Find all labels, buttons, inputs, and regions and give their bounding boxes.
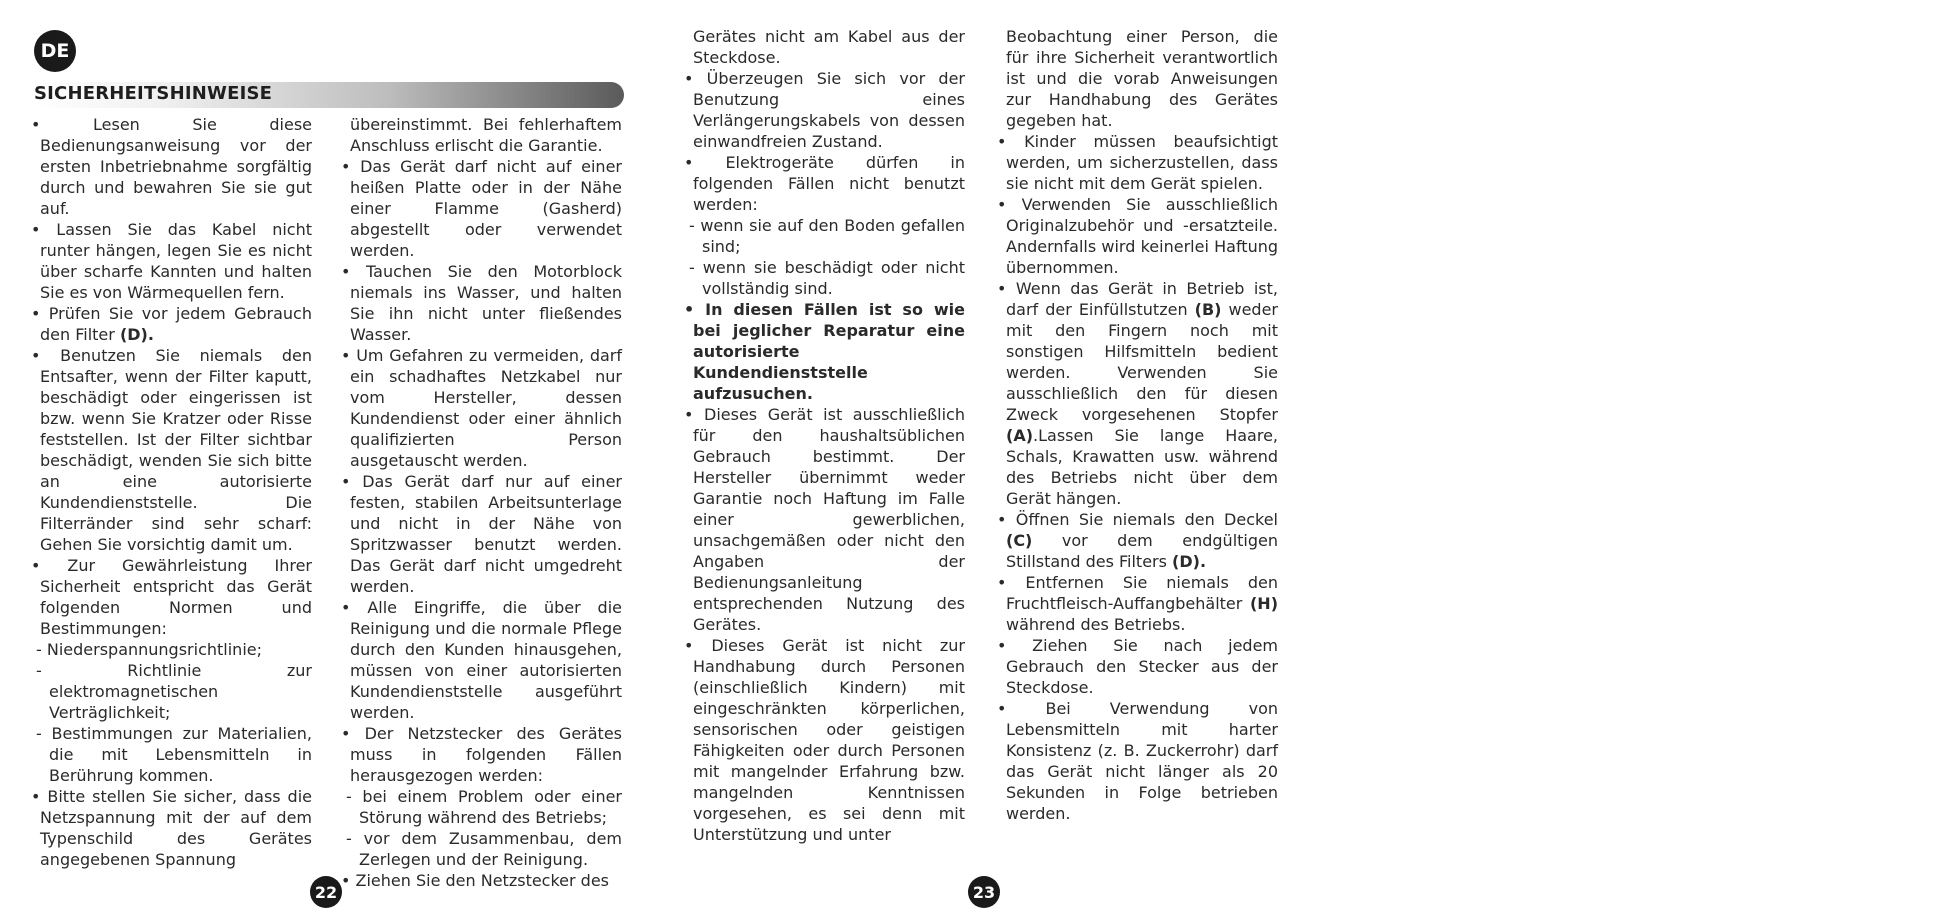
item-text: Beobachtung einer Person, die für ihre Sicherheit verantwortlich ist und die vorab Anweisungen zur Handhabung des Gerätes gegeben hat. (1006, 27, 1278, 130)
item-text: - bei einem Problem oder einer Störung während des Betriebs; (346, 787, 622, 827)
bullet-item (997, 194, 1278, 278)
part-reference: (D). (119, 325, 154, 344)
dash-subitem (341, 828, 622, 870)
item-text: • Prüfen Sie vor jedem Gebrauch den Filter (31, 304, 312, 344)
item-text: • Alle Eingriffe, die über die Reinigung und die normale Pflege durch den Kunden hinausgehen, müssen von einer autorisierten Kundendienststelle ausgeführt werden. (341, 598, 622, 722)
item-text: • Benutzen Sie niemals den Entsafter, wenn der Filter kaputt, beschädigt oder eingerissen ist bzw. wenn Sie Kratzer oder Risse feststellen. Ist der Filter sichtbar beschädigt, wenden Sie sich bitte an eine autorisierte Kundendienststelle. Die Filterränder sind sehr scharf: Gehen Sie vorsichtig damit um. (31, 346, 312, 554)
item-text: • Bei Verwendung von Lebensmitteln mit harter Konsistenz (z. B. Zuckerrohr) darf das Gerät nicht länger als 20 Sekunden in Folge betrieben werden. (997, 699, 1278, 823)
item-text: • Entfernen Sie niemals den Fruchtfleisch-Auffangbehälter (997, 573, 1278, 613)
continued-text (997, 26, 1278, 131)
dash-subitem (684, 215, 965, 257)
dash-subitem (31, 639, 312, 660)
item-text: • Verwenden Sie ausschließlich Originalzubehör und -ersatzteile. Andernfalls wird keinerlei Haftung übernommen. (997, 195, 1278, 277)
item-text: • Überzeugen Sie sich vor der Benutzung eines Verlängerungskabels von dessen einwandfreien Zustand. (684, 69, 965, 151)
item-text: • Elektrogeräte dürfen in folgenden Fällen nicht benutzt werden: (684, 153, 965, 214)
part-reference: (B) (1194, 300, 1222, 319)
item-text: • Lesen Sie diese Bedienungsanweisung vor der ersten Inbetriebnahme sorgfältig durch und bewahren Sie sie gut auf. (31, 115, 312, 218)
bullet-item (31, 219, 312, 303)
dash-subitem (341, 786, 622, 828)
bullet-item (341, 345, 622, 471)
item-text: - wenn sie beschädigt oder nicht vollständig sind. (689, 258, 965, 298)
item-text: • Das Gerät darf nur auf einer festen, stabilen Arbeitsunterlage und nicht in der Nähe von Spritzwasser benutzt werden. Das Gerät darf nicht umgedreht werden. (341, 472, 622, 596)
item-text: weder mit den Fingern noch mit sonstigen Hilfsmitteln bedient werden. Verwenden Sie ausschließlich den für diesen Zweck vorgesehenen Stopfer (1006, 300, 1278, 424)
item-text: - vor dem Zusammenbau, dem Zerlegen und der Reinigung. (346, 829, 622, 869)
continued-text (341, 114, 622, 156)
item-text: • Wenn das Gerät in Betrieb ist, darf der Einfüllstutzen (997, 279, 1278, 319)
part-reference: (C) (1006, 531, 1033, 550)
bullet-item (997, 131, 1278, 194)
item-text: während des Betriebs. (1006, 615, 1186, 634)
language-badge: DE (34, 30, 76, 72)
bullet-item (341, 597, 622, 723)
bullet-item (341, 261, 622, 345)
bullet-item (341, 156, 622, 261)
item-text: - Niederspannungsrichtlinie; (36, 640, 262, 659)
item-text: vor dem endgültigen Stillstand des Filters (1006, 531, 1278, 571)
item-text: • Ziehen Sie nach jedem Gebrauch den Stecker aus der Steckdose. (997, 636, 1278, 697)
bullet-item (31, 786, 312, 870)
item-text: • Zur Gewährleistung Ihrer Sicherheit entspricht das Gerät folgenden Normen und Bestimmungen: (31, 556, 312, 638)
bullet-item (341, 870, 622, 891)
column-1 (31, 114, 312, 870)
item-text: - Richtlinie zur elektromagnetischen Verträglichkeit; (36, 661, 312, 722)
item-text: • Tauchen Sie den Motorblock niemals ins Wasser, und halten Sie ihn nicht unter fließendes Wasser. (341, 262, 622, 344)
column-2 (341, 114, 622, 891)
section-heading: SICHERHEITSHINWEISE (34, 83, 273, 104)
item-text: • Ziehen Sie den Netzstecker des (341, 871, 610, 890)
item-text: • Lassen Sie das Kabel nicht runter hängen, legen Sie es nicht über scharfe Kannten und halten Sie es von Wärmequellen fern. (31, 220, 312, 302)
dash-subitem (31, 723, 312, 786)
bullet-item (997, 278, 1278, 509)
column-3 (684, 26, 965, 845)
bold-warning-item (684, 299, 965, 404)
item-text: • Das Gerät darf nicht auf einer heißen Platte oder in der Nähe einer Flamme (Gasherd) abgestellt oder verwendet werden. (341, 157, 622, 260)
part-reference: (H) (1249, 594, 1278, 613)
item-text: • Der Netzstecker des Gerätes muss in folgenden Fällen herausgezogen werden: (341, 724, 622, 785)
bullet-item (31, 303, 312, 345)
item-text: • In diesen Fällen ist so wie bei jeglicher Reparatur eine autorisierte Kundendienststelle aufzusuchen. (684, 300, 965, 403)
item-text: Gerätes nicht am Kabel aus der Steckdose. (693, 27, 965, 67)
part-reference: (D). (1172, 552, 1207, 571)
page-number-right: 23 (968, 876, 1000, 908)
bullet-item (31, 345, 312, 555)
item-text: übereinstimmt. Bei fehlerhaftem Anschluss erlischt die Garantie. (350, 115, 622, 155)
item-text: .Lassen Sie lange Haare, Schals, Krawatten usw. während des Betriebs nicht über dem Gerät hängen. (1006, 426, 1278, 508)
bullet-item (997, 698, 1278, 824)
continued-text (684, 26, 965, 68)
bullet-item (684, 68, 965, 152)
item-text: • Dieses Gerät ist nicht zur Handhabung durch Personen (einschließlich Kindern) mit eingeschränkten körperlichen, sensorischen oder geistigen Fähigkeiten oder durch Personen mit mangelnder Erfahrung bzw. mangelnden Kenntnissen vorgesehen, es sei denn mit Unterstützung und unter (684, 636, 965, 844)
bullet-item (684, 152, 965, 215)
item-text: • Bitte stellen Sie sicher, dass die Netzspannung mit der auf dem Typenschild des Gerätes angegebenen Spannung (31, 787, 312, 869)
item-text: • Öffnen Sie niemals den Deckel (997, 510, 1278, 529)
column-4 (997, 26, 1278, 824)
bullet-item (997, 509, 1278, 572)
bullet-item (997, 635, 1278, 698)
item-text: • Kinder müssen beaufsichtigt werden, um sicherzustellen, dass sie nicht mit dem Gerät spielen. (997, 132, 1278, 193)
dash-subitem (31, 660, 312, 723)
dash-subitem (684, 257, 965, 299)
bullet-item (684, 635, 965, 845)
item-text: • Um Gefahren zu vermeiden, darf ein schadhaftes Netzkabel nur vom Hersteller, dessen Kundendienst oder einer ähnlich qualifizierten Person ausgetauscht werden. (341, 346, 622, 470)
bullet-item (684, 404, 965, 635)
item-text: • Dieses Gerät ist ausschließlich für den haushaltsüblichen Gebrauch bestimmt. Der Hersteller übernimmt weder Garantie noch Haftung im Falle einer gewerblichen, unsachgemäßen oder nicht den Angaben der Bedienungsanleitung entsprechenden Nutzung des Gerätes. (684, 405, 965, 634)
bullet-item (341, 471, 622, 597)
page-number-left: 22 (310, 876, 342, 908)
bullet-item (997, 572, 1278, 635)
part-reference: (A) (1006, 426, 1034, 445)
bullet-item (31, 114, 312, 219)
item-text: - wenn sie auf den Boden gefallen sind; (689, 216, 965, 256)
bullet-item (31, 555, 312, 639)
bullet-item (341, 723, 622, 786)
item-text: - Bestimmungen zur Materialien, die mit Lebensmitteln in Berührung kommen. (36, 724, 312, 785)
